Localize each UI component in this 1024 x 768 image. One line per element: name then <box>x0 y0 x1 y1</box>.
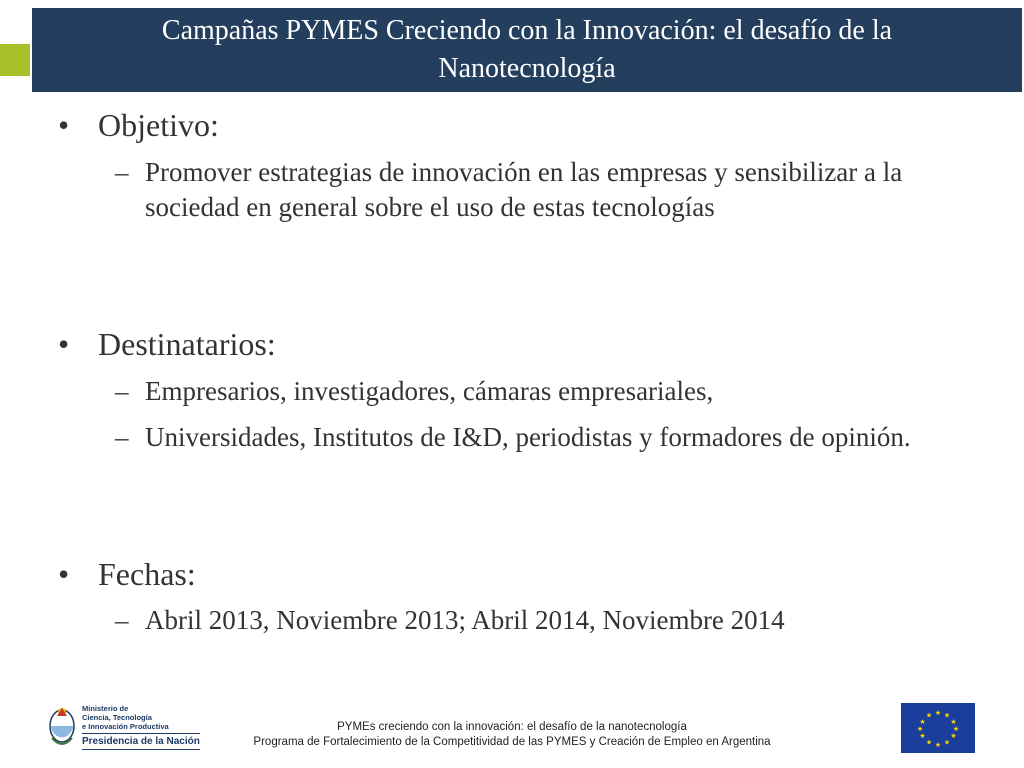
sub-item <box>115 155 975 225</box>
logo-line-2: Ciencia, Tecnología <box>82 713 152 722</box>
svg-text:★: ★ <box>919 718 926 726</box>
sub-item-text: Empresarios, investigadores, cámaras empresariales, <box>145 376 714 406</box>
svg-text:★: ★ <box>919 732 926 740</box>
sub-item <box>115 603 975 638</box>
svg-text:★: ★ <box>916 725 924 733</box>
accent-bar <box>0 44 30 76</box>
footer-line-2: Programa de Fortalecimiento de la Competitividad de las PYMES y Creación de Empleo en Argentina <box>253 736 771 748</box>
section-heading-text: Fechas: <box>98 556 196 592</box>
svg-text:★: ★ <box>943 738 951 747</box>
dash-icon: – <box>115 422 129 452</box>
sub-item-text: Promover estrategias de innovación en las empresas y sensibilizar a la sociedad en general sobre el uso de estas tecnologías <box>145 157 903 222</box>
bullet-icon: • <box>58 326 70 362</box>
logo-line-1: Ministerio de <box>82 704 129 713</box>
section-heading-fechas <box>58 555 196 593</box>
logo-line-3: e Innovación Productiva <box>82 722 169 731</box>
sub-item-text: Universidades, Institutos de I&D, periodistas y formadores de opinión. <box>145 422 911 452</box>
sub-item <box>115 374 975 409</box>
slide-title-line-2: Nanotecnología <box>438 53 616 84</box>
logo-line-4: Presidencia de la Nación <box>82 733 200 750</box>
sub-item <box>115 420 975 455</box>
svg-text:★: ★ <box>943 711 951 720</box>
ministry-logo <box>48 699 200 755</box>
svg-text:★: ★ <box>925 711 933 720</box>
slide-title-line-1: Campañas PYMES Creciendo con la Innovación: el desafío de la <box>161 15 893 46</box>
svg-text:★: ★ <box>925 738 933 747</box>
svg-text:★: ★ <box>952 725 960 733</box>
svg-text:★: ★ <box>950 732 957 740</box>
dash-icon: – <box>115 157 129 187</box>
svg-text:★: ★ <box>934 709 942 717</box>
svg-text:★: ★ <box>950 718 957 726</box>
bullet-icon: • <box>58 556 70 592</box>
bullet-icon: • <box>58 107 70 143</box>
svg-text:★: ★ <box>934 741 942 749</box>
sub-item-text: Abril 2013, Noviembre 2013; Abril 2014, Noviembre 2014 <box>145 605 785 635</box>
footer-line-1: PYMEs creciendo con la innovación: el desafío de la nanotecnología <box>337 721 687 733</box>
section-heading-text: Destinatarios: <box>98 326 276 362</box>
section-heading-destinatarios <box>58 325 276 363</box>
dash-icon: – <box>115 376 129 406</box>
section-heading-objetivo <box>58 106 219 144</box>
dash-icon: – <box>115 605 129 635</box>
eu-flag-icon <box>901 703 975 753</box>
footer-text <box>200 720 824 750</box>
argentina-shield-icon <box>48 702 76 752</box>
section-heading-text: Objetivo: <box>98 107 219 143</box>
slide-title-banner <box>32 8 1022 92</box>
